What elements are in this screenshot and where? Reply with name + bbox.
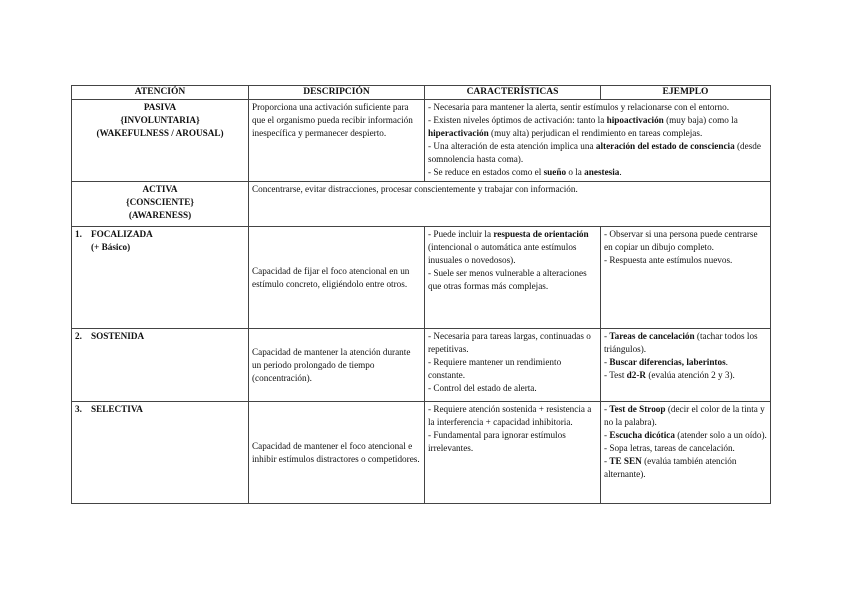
activa-name-line: ACTIVA [142,184,178,194]
pasiva-caracteristicas [425,100,771,182]
selectiva-name [72,402,249,504]
row-sostenida [72,329,771,402]
header-descripcion: DESCRIPCIÓN [249,86,425,100]
header-row [72,86,771,100]
header-atencion: ATENCIÓN [72,86,249,100]
selectiva-example-item: - Escucha dicótica (atender solo a un oído). [604,430,767,440]
sostenida-label: SOSTENIDA [91,331,145,341]
focalizada-char-item: - Puede incluir la respuesta de orientación (intencional o automática ante estímulos inusuales o novedosos). [428,229,589,265]
attention-table [71,85,771,504]
sostenida-number: 2. [75,331,82,341]
pasiva-char-item: - Se reduce en estados como el sueño o la anestesia. [428,167,622,177]
focalizada-label: FOCALIZADA [91,229,153,239]
selectiva-example-item: - Sopa letras, tareas de cancelación. [604,443,735,453]
header-caracteristicas: CARACTERÍSTICAS [425,86,601,100]
focalizada-name [72,227,249,329]
pasiva-name-line: PASIVA [143,102,177,112]
focalizada-ejemplo [601,227,771,329]
sostenida-descripcion: Capacidad de mantener la atención durante un periodo prolongado de tiempo (concentración). [249,329,425,402]
pasiva-char-item: - Necesaria para mantener la alerta, sentir estímulos y relacionarse con el entorno. [428,102,730,112]
selectiva-number: 3. [75,404,82,414]
row-focalizada [72,227,771,329]
activa-name-line: {CONSCIENTE} [126,197,194,207]
sostenida-char-item: - Control del estado de alerta. [428,383,537,393]
focalizada-example-item: - Observar si una persona puede centrarse en copiar un dibujo completo. [604,229,758,252]
row-selectiva [72,402,771,504]
focalizada-example-item: - Respuesta ante estímulos nuevos. [604,255,733,265]
selectiva-example-item: - TE SEN (evalúa también atención alternante). [604,456,737,479]
row-activa [72,182,771,227]
activa-name-line: (AWARENESS) [128,210,192,220]
pasiva-name-line: (WAKEFULNESS / AROUSAL) [96,128,224,138]
row-pasiva [72,100,771,182]
sostenida-char-item: - Necesaria para tareas largas, continuadas o repetitivas. [428,331,591,354]
selectiva-char-item: - Requiere atención sostenida + resistencia a la interferencia + capacidad inhibitoria. [428,404,592,427]
pasiva-name [72,100,249,182]
selectiva-caracteristicas [425,402,601,504]
sostenida-example-item: - Test d2-R (evalúa atención 2 y 3). [604,370,735,380]
selectiva-char-item: - Fundamental para ignorar estímulos irrelevantes. [428,430,566,453]
selectiva-label: SELECTIVA [91,404,143,414]
activa-name [72,182,249,227]
pasiva-char-item: - Una alteración de esta atención implica una alteración del estado de consciencia (desde somnolencia hasta coma). [428,141,761,164]
sostenida-example-item: - Tareas de cancelación (tachar todos los triángulos). [604,331,758,354]
selectiva-example-item: - Test de Stroop (decir el color de la tinta y no la palabra). [604,404,765,427]
sostenida-name [72,329,249,402]
focalizada-caracteristicas [425,227,601,329]
pasiva-char-item: - Existen niveles óptimos de activación: tanto la hipoactivación (muy baja) como la hiperactivación (muy alta) perjudican el rendimiento en tareas complejas. [428,115,738,138]
selectiva-ejemplo [601,402,771,504]
pasiva-descripcion: Proporciona una activación suficiente para que el organismo pueda recibir información inespecífica y permanecer despierto. [249,100,425,182]
header-ejemplo: EJEMPLO [601,86,771,100]
focalizada-descripcion: Capacidad de fijar el foco atencional en un estímulo concreto, eligiéndolo entre otros. [249,227,425,329]
focalizada-char-item: - Suele ser menos vulnerable a alteraciones que otras formas más complejas. [428,268,587,291]
sostenida-char-item: - Requiere mantener un rendimiento constante. [428,357,562,380]
focalizada-number: 1. [75,229,82,239]
sostenida-caracteristicas [425,329,601,402]
focalizada-sub: (+ Básico) [91,242,131,252]
sostenida-example-item: - Buscar diferencias, laberintos. [604,357,728,367]
selectiva-descripcion: Capacidad de mantener el foco atencional e inhibir estímulos distractores o competidores. [249,402,425,504]
pasiva-name-line: {INVOLUNTARIA} [120,115,200,125]
activa-descripcion: Concentrarse, evitar distracciones, procesar conscientemente y trabajar con información. [249,182,771,227]
sostenida-ejemplo [601,329,771,402]
